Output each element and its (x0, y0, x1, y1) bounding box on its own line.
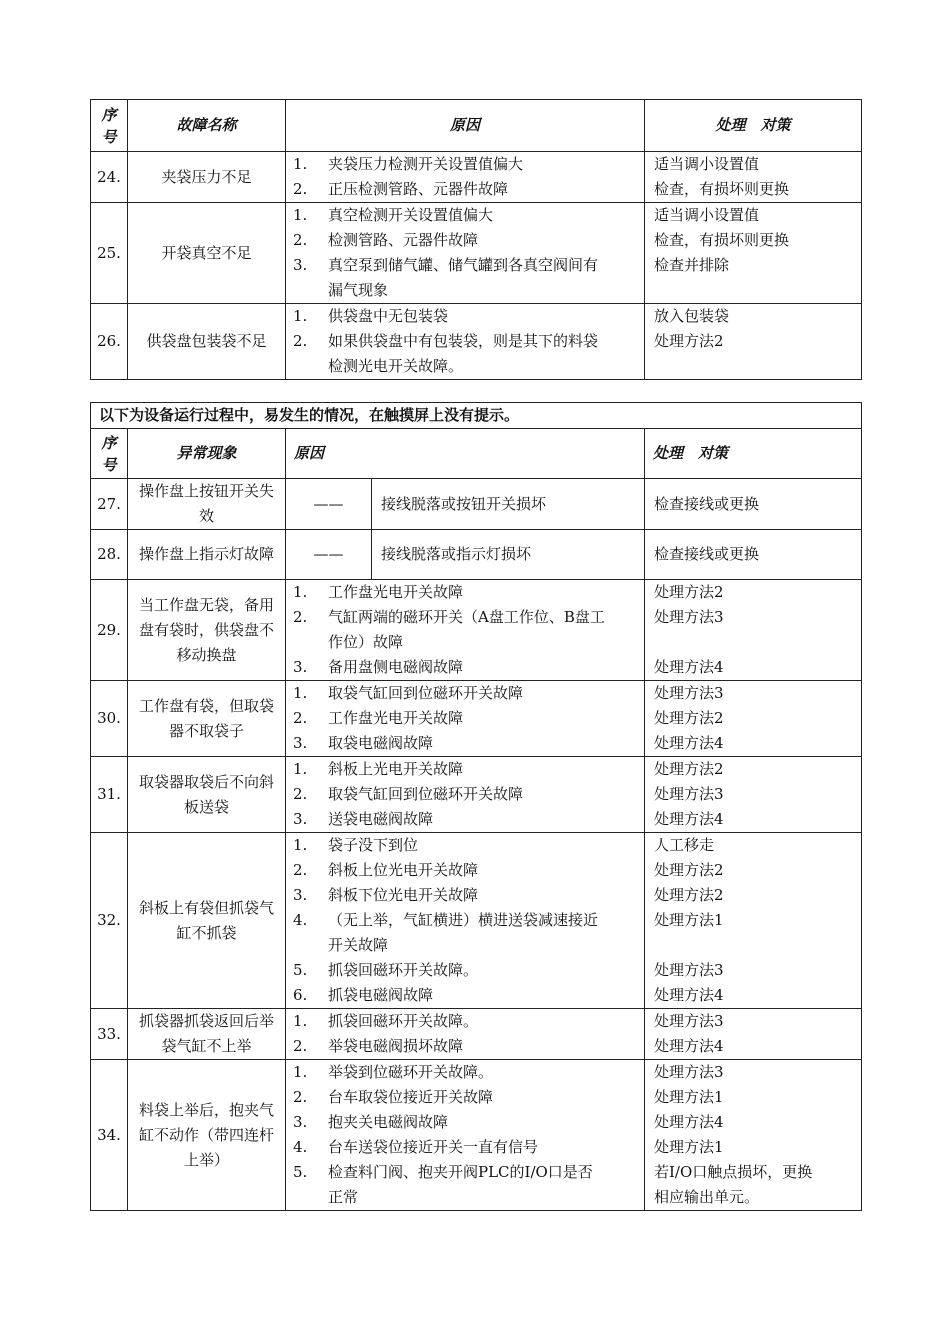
cause-cell: 1. 真空检测开关设置值偏大 2. 检测管路、元器件故障 3. 真空泵到储气罐、储气罐到各真空阀间有 漏气现象 (286, 203, 645, 304)
cause-cell: 1. 袋子没下到位 2. 斜板上位光电开关故障 3. 斜板下位光电开关故障 4. （无上举，气缸横进）横进送袋减速接近 开关故障 5. 抓袋回磁环开关故障。 6. 抓袋电磁阀故障 (286, 833, 645, 1009)
cause-item: 举袋电磁阀损坏故障 (328, 1037, 464, 1055)
cause-cell: 1. 斜板上光电开关故障 2. 取袋气缸回到位磁环开关故障 3. 送袋电磁阀故障 (286, 757, 645, 833)
action-item: 适当调小设置值 (654, 155, 760, 173)
action-item: 处理方法4 (654, 658, 724, 676)
table-row (91, 530, 862, 580)
symptom: 当工作盘无袋，备用盘有袋时，供袋盘不移动换盘 (128, 580, 286, 681)
cause-item: 检查料门阀、抱夹开阀PLC的I/O口是否 (328, 1163, 593, 1181)
cause-item: 真空泵到储气罐、储气罐到各真空阀间有 (328, 256, 599, 274)
cause-item: 举袋到位磁环开关故障。 (328, 1063, 494, 1081)
row-number: 28. (91, 530, 128, 580)
cause-item: （无上举，气缸横进）横进送袋减速接近 (328, 911, 599, 929)
action-cell (645, 152, 862, 203)
action-cell (645, 1009, 862, 1060)
cause-cell: 1. 抓袋回磁环开关故障。 2. 举袋电磁阀损坏故障 (286, 1009, 645, 1060)
row-number: 31. (91, 757, 128, 833)
table-row (91, 580, 862, 681)
action-item: 检查，有损坏则更换 (654, 231, 790, 249)
dash-cell: —— (286, 479, 372, 530)
cause-item: 台车送袋位接近开关一直有信号 (328, 1138, 539, 1156)
symptom: 操作盘上按钮开关失效 (128, 479, 286, 530)
cause-cell: 1. 工作盘光电开关故障 2. 气缸两端的磁环开关（A盘工作位、B盘工 作位）故障 3. 备用盘侧电磁阀故障 (286, 580, 645, 681)
row-number: 32. (91, 833, 128, 1009)
header-action: 处理 对策 (645, 429, 862, 479)
action-item: 适当调小设置值 (654, 206, 760, 224)
table-header-row (91, 429, 862, 479)
symptom: 工作盘有袋，但取袋器不取袋子 (128, 681, 286, 757)
table-row (91, 479, 862, 530)
action-item: 处理方法1 (654, 1088, 724, 1106)
cause-cell: 接线脱落或指示灯损坏 (372, 530, 645, 580)
cause-item-continued: 漏气现象 (328, 281, 389, 299)
action-item: 检查并排除 (654, 256, 730, 274)
symptom: 取袋器取袋后不向斜板送袋 (128, 757, 286, 833)
header-no: 序 号 (91, 429, 128, 479)
notice-row (91, 403, 862, 429)
row-number: 26. (91, 304, 128, 380)
cause-cell: 1. 举袋到位磁环开关故障。 2. 台车取袋位接近开关故障 3. 抱夹关电磁阀故障 4. 台车送袋位接近开关一直有信号 5. 检查料门阀、抱夹开阀PLC的I/O口是否 正常 (286, 1060, 645, 1211)
table-row (91, 304, 862, 380)
cause-item: 取袋气缸回到位磁环开关故障 (328, 684, 524, 702)
row-number: 33. (91, 1009, 128, 1060)
row-number: 29. (91, 580, 128, 681)
action-cell (645, 833, 862, 1009)
cause-cell: 接线脱落或按钮开关损坏 (372, 479, 645, 530)
cause-cell: 1. 夹袋压力检测开关设置值偏大 2. 正压检测管路、元器件故障 (286, 152, 645, 203)
cause-item: 台车取袋位接近开关故障 (328, 1088, 494, 1106)
cause-item: 斜板上光电开关故障 (328, 760, 464, 778)
action-item: 处理方法3 (654, 1063, 724, 1081)
table-header-row (91, 100, 862, 152)
action-cell: 检查接线或更换 (645, 530, 862, 580)
table-row (91, 681, 862, 757)
header-cause: 原因 (286, 429, 645, 479)
fault-name: 开袋真空不足 (128, 203, 286, 304)
cause-item: 抓袋电磁阀故障 (328, 986, 434, 1004)
cause-item: 检测管路、元器件故障 (328, 231, 479, 249)
row-number: 25. (91, 203, 128, 304)
table-row (91, 833, 862, 1009)
cause-item: 取袋电磁阀故障 (328, 734, 434, 752)
cause-item: 送袋电磁阀故障 (328, 810, 434, 828)
cause-item-continued: 作位）故障 (328, 633, 404, 651)
row-number: 34. (91, 1060, 128, 1211)
cause-item: 斜板上位光电开关故障 (328, 861, 479, 879)
fault-table-1 (90, 99, 862, 380)
action-cell (645, 681, 862, 757)
header-action: 处理 对策 (645, 100, 862, 152)
cause-item: 袋子没下到位 (328, 836, 419, 854)
cause-item-continued: 检测光电开关故障。 (328, 357, 464, 375)
action-item: 处理方法3 (654, 684, 724, 702)
symptom: 抓袋器抓袋返回后举袋气缸不上举 (128, 1009, 286, 1060)
cause-item: 斜板下位光电开关故障 (328, 886, 479, 904)
action-cell (645, 580, 862, 681)
cause-cell: 1. 供袋盘中无包装袋 2. 如果供袋盘中有包装袋，则是其下的料袋 检测光电开关故障。 (286, 304, 645, 380)
cause-item: 备用盘侧电磁阀故障 (328, 658, 464, 676)
table-row (91, 757, 862, 833)
action-item: 处理方法2 (654, 332, 724, 350)
cause-item: 工作盘光电开关故障 (328, 583, 464, 601)
cause-item: 抓袋回磁环开关故障。 (328, 961, 479, 979)
table-row (91, 203, 862, 304)
action-cell (645, 203, 862, 304)
cause-item: 如果供袋盘中有包装袋，则是其下的料袋 (328, 332, 599, 350)
fault-name: 供袋盘包装袋不足 (128, 304, 286, 380)
symptom: 操作盘上指示灯故障 (128, 530, 286, 580)
row-number: 27. (91, 479, 128, 530)
cause-item: 气缸两端的磁环开关（A盘工作位、B盘工 (328, 608, 605, 626)
action-item: 处理方法2 (654, 886, 724, 904)
fault-name: 夹袋压力不足 (128, 152, 286, 203)
action-item: 处理方法3 (654, 1012, 724, 1030)
table-row (91, 1009, 862, 1060)
header-symptom: 异常现象 (128, 429, 286, 479)
action-item: 检查，有损坏则更换 (654, 180, 790, 198)
fault-table-2 (90, 402, 862, 1211)
action-item: 人工移走 (654, 836, 715, 854)
action-item: 处理方法2 (654, 583, 724, 601)
action-item: 相应输出单元。 (654, 1188, 760, 1206)
symptom: 斜板上有袋但抓袋气缸不抓袋 (128, 833, 286, 1009)
header-fault-name: 故障名称 (128, 100, 286, 152)
dash-cell: —— (286, 530, 372, 580)
action-item: 处理方法3 (654, 608, 724, 626)
cause-item: 夹袋压力检测开关设置值偏大 (328, 155, 524, 173)
table-row (91, 152, 862, 203)
action-item: 处理方法1 (654, 911, 724, 929)
action-cell (645, 304, 862, 380)
action-item: 处理方法1 (654, 1138, 724, 1156)
cause-item: 抱夹关电磁阀故障 (328, 1113, 449, 1131)
action-item: 若I/O口触点损坏，更换 (654, 1163, 813, 1181)
row-number: 30. (91, 681, 128, 757)
action-item: 处理方法4 (654, 1037, 724, 1055)
notice-text: 以下为设备运行过程中，易发生的情况，在触摸屏上没有提示。 (91, 403, 862, 429)
action-item: 处理方法2 (654, 861, 724, 879)
action-item: 处理方法2 (654, 760, 724, 778)
cause-item: 正压检测管路、元器件故障 (328, 180, 509, 198)
cause-item: 取袋气缸回到位磁环开关故障 (328, 785, 524, 803)
cause-item: 真空检测开关设置值偏大 (328, 206, 494, 224)
action-item: 处理方法4 (654, 810, 724, 828)
cause-item-continued: 开关故障 (328, 936, 389, 954)
action-cell (645, 1060, 862, 1211)
cause-cell: 1. 取袋气缸回到位磁环开关故障 2. 工作盘光电开关故障 3. 取袋电磁阀故障 (286, 681, 645, 757)
action-item: 处理方法4 (654, 1113, 724, 1131)
action-item: 处理方法3 (654, 961, 724, 979)
cause-item: 工作盘光电开关故障 (328, 709, 464, 727)
action-item: 处理方法4 (654, 986, 724, 1004)
cause-item: 抓袋回磁环开关故障。 (328, 1012, 479, 1030)
action-cell: 检查接线或更换 (645, 479, 862, 530)
table-row (91, 1060, 862, 1211)
header-no: 序 号 (91, 100, 128, 152)
row-number: 24. (91, 152, 128, 203)
action-cell (645, 757, 862, 833)
action-item: 处理方法2 (654, 709, 724, 727)
header-cause: 原因 (286, 100, 645, 152)
action-item: 处理方法3 (654, 785, 724, 803)
cause-item-continued: 正常 (328, 1188, 359, 1206)
action-item: 处理方法4 (654, 734, 724, 752)
symptom: 料袋上举后，抱夹气缸不动作（带四连杆上举） (128, 1060, 286, 1211)
cause-item: 供袋盘中无包装袋 (328, 307, 449, 325)
action-item: 放入包装袋 (654, 307, 730, 325)
